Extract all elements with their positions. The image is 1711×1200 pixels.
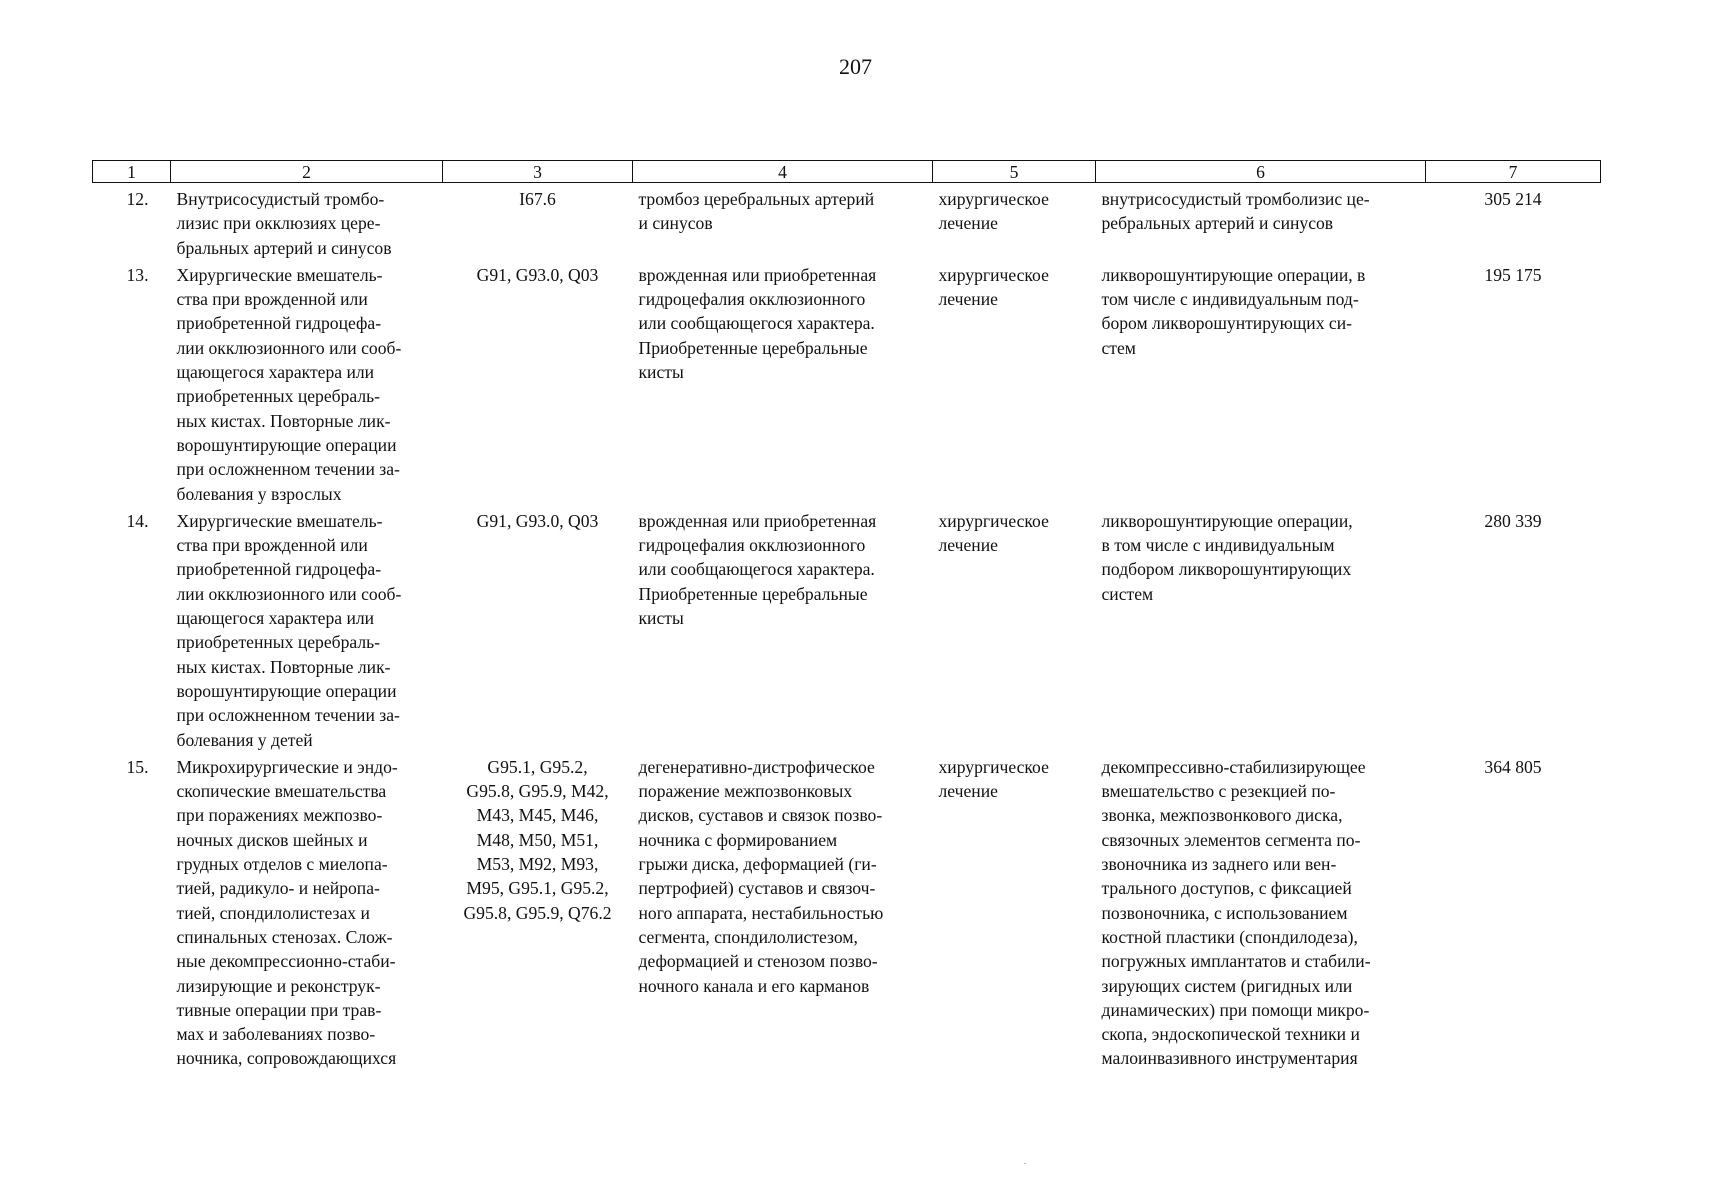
cell-text-line: M53, M92, M93, <box>476 854 599 875</box>
cell-text-line: тией, радикуло- и нейропа- <box>176 878 380 899</box>
cell-service-name <box>171 506 443 752</box>
table-row <box>93 752 1601 1071</box>
cell-text-line: лечение <box>938 535 998 556</box>
cell-text-line: деформацией и стенозом позво- <box>638 951 878 972</box>
cell-icd-codes <box>443 506 633 752</box>
cell-text-line: лечение <box>938 213 998 234</box>
cell-text-line: M95, G95.1, G95.2, <box>466 878 609 899</box>
cell-treatment-method <box>1096 506 1426 752</box>
cell-text-line: ных кистах. Повторные лик- <box>176 656 391 677</box>
table-row <box>93 260 1601 506</box>
cell-text-line: G91, G93.0, Q03 <box>476 510 599 531</box>
cell-text-line: G91, G93.0, Q03 <box>476 264 599 285</box>
table-row <box>93 506 1601 752</box>
cell-text-line: Приобретенные церебральные <box>638 337 868 358</box>
cell-cost: 280 339 <box>1484 510 1542 531</box>
cell-text-line: щающегося характера или <box>176 608 375 629</box>
cell-text-line: бором ликворошунтирующих си- <box>1101 313 1352 334</box>
cell-text-line: лизис при окклюзиях цере- <box>176 213 381 234</box>
cell-text-line: грудных отделов с миелопа- <box>176 854 388 875</box>
cell-text-line: Хирургические вмешатель- <box>176 510 383 531</box>
cell-text-line: приобретенных церебраль- <box>176 386 381 407</box>
scan-speck <box>1024 1163 1026 1164</box>
header-col-5: 5 <box>933 161 1096 183</box>
header-col-2: 2 <box>171 161 443 183</box>
page-number: 207 <box>839 54 872 79</box>
cell-service-name <box>171 260 443 506</box>
cell-text-line: звонка, межпозвонкового диска, <box>1101 805 1343 826</box>
cell-cost: 195 175 <box>1484 264 1542 285</box>
cell-text-line: трального доступов, с фиксацией <box>1101 878 1352 899</box>
cell-text-line: M48, M50, M51, <box>476 829 599 850</box>
cell-text-line: щающегося характера или <box>176 362 375 383</box>
cell-text-line: ликворошунтирующие операции, <box>1101 510 1353 531</box>
cell-text-line: грыжи диска, деформацией (ги- <box>638 854 877 875</box>
cell-number: 14. <box>126 510 149 531</box>
cell-cost: 364 805 <box>1484 756 1542 777</box>
cell-text-line: лии окклюзионного или сооб- <box>176 583 402 604</box>
cell-text-line: бральных артерий и синусов <box>176 237 392 258</box>
cell-text-line: декомпрессивно-стабилизирующее <box>1101 756 1366 777</box>
cell-text-line: при поражениях межпозво- <box>176 805 383 826</box>
cell-text-line: хирургическое <box>938 756 1049 777</box>
services-table <box>92 160 1601 1071</box>
cell-text-line: гидроцефалия окклюзионного <box>638 289 866 310</box>
cell-text-line: тивные операции при трав- <box>176 999 382 1020</box>
cell-text-line: или сообщающегося характера. <box>638 313 875 334</box>
cell-text-line: хирургическое <box>938 264 1049 285</box>
cell-text-line: ства при врожденной или <box>176 535 368 556</box>
cell-text-line: болевания у взрослых <box>176 483 342 504</box>
cell-text-line: мах и заболеваниях позво- <box>176 1024 376 1045</box>
cell-text-line: вмешательство с резекцией по- <box>1101 781 1336 802</box>
cell-text-line: систем <box>1101 583 1154 604</box>
cell-text-line: врожденная или приобретенная <box>638 264 877 285</box>
cell-text-line: гидроцефалия окклюзионного <box>638 535 866 556</box>
cell-text-line: ночника, сопровождающихся <box>176 1048 397 1069</box>
cell-text-line: стем <box>1101 337 1136 358</box>
cell-text-line: динамических) при помощи микро- <box>1101 999 1370 1020</box>
cell-text-line: приобретенных церебраль- <box>176 632 381 653</box>
cell-text-line: лечение <box>938 781 998 802</box>
cell-text-line: и синусов <box>638 213 713 234</box>
cell-text-line: скопические вмешательства <box>176 781 387 802</box>
cell-text-line: лечение <box>938 289 998 310</box>
cell-text-line: тией, спондилолистезах и <box>176 902 370 923</box>
cell-text-line: ного аппарата, нестабильностью <box>638 902 884 923</box>
cell-text-line: зирующих систем (ригидных или <box>1101 975 1353 996</box>
cell-text-line: звоночника из заднего или вен- <box>1101 854 1337 875</box>
header-col-3: 3 <box>443 161 633 183</box>
cell-treatment-type <box>933 752 1096 1071</box>
cell-text-line: ночника с формированием <box>638 829 838 850</box>
cell-text-line: болевания у детей <box>176 729 313 750</box>
cell-treatment-method <box>1096 752 1426 1071</box>
cell-number: 13. <box>126 264 149 285</box>
cell-text-line: G95.1, G95.2, <box>487 756 588 777</box>
cell-text-line: ворошунтирующие операции <box>176 680 397 701</box>
header-col-1: 1 <box>93 161 171 183</box>
cell-text-line: подбором ликворошунтирующих <box>1101 559 1352 580</box>
header-col-6: 6 <box>1096 161 1426 183</box>
cell-icd-codes <box>443 183 633 260</box>
cell-text-line: костной пластики (спондилодеза), <box>1101 926 1358 947</box>
cell-text-line: лизирующие и реконструк- <box>176 975 381 996</box>
cell-treatment-method <box>1096 183 1426 260</box>
cell-text-line: спинальных стенозах. Слож- <box>176 926 393 947</box>
cell-text-line: погружных имплантатов и стабили- <box>1101 951 1371 972</box>
cell-text-line: внутрисосудистый тромболизис це- <box>1101 189 1370 209</box>
cell-text-line: ликворошунтирующие операции, в <box>1101 264 1366 285</box>
cell-text-line: скопа, эндоскопической техники и <box>1101 1024 1360 1045</box>
cell-treatment-method <box>1096 260 1426 506</box>
header-col-4: 4 <box>633 161 933 183</box>
cell-text-line: Приобретенные церебральные <box>638 583 868 604</box>
cell-text-line: ных кистах. Повторные лик- <box>176 410 391 431</box>
cell-text-line: тромбоз церебральных артерий <box>638 189 875 209</box>
cell-text-line: или сообщающегося характера. <box>638 559 875 580</box>
cell-text-line: том числе с индивидуальным под- <box>1101 289 1359 310</box>
cell-text-line: при осложненном течении за- <box>176 459 400 480</box>
cell-text-line: кисты <box>638 362 684 383</box>
cell-patient-model <box>633 752 933 1071</box>
cell-text-line: I67.6 <box>519 189 556 209</box>
cell-number: 15. <box>126 756 149 777</box>
cell-text-line: G95.8, G95.9, M42, <box>466 781 609 802</box>
cell-text-line: в том числе с индивидуальным <box>1101 535 1335 556</box>
table-row <box>93 183 1601 260</box>
header-col-7: 7 <box>1426 161 1601 183</box>
cell-text-line: хирургическое <box>938 510 1049 531</box>
cell-patient-model <box>633 506 933 752</box>
cell-text-line: поражение межпозвонковых <box>638 781 853 802</box>
cell-icd-codes <box>443 752 633 1071</box>
cell-text-line: Микрохирургические и эндо- <box>176 756 398 777</box>
cell-text-line: связочных элементов сегмента по- <box>1101 829 1361 850</box>
cell-text-line: дегенеративно-дистрофическое <box>638 756 875 777</box>
cell-text-line: приобретенной гидроцефа- <box>176 559 382 580</box>
cell-text-line: при осложненном течении за- <box>176 705 400 726</box>
cell-cost: 305 214 <box>1484 189 1542 209</box>
cell-patient-model <box>633 183 933 260</box>
cell-patient-model <box>633 260 933 506</box>
cell-treatment-type <box>933 506 1096 752</box>
cell-text-line: врожденная или приобретенная <box>638 510 877 531</box>
cell-text-line: кисты <box>638 608 684 629</box>
cell-text-line: G95.8, G95.9, Q76.2 <box>463 902 612 923</box>
cell-text-line: позвоночника, с использованием <box>1101 902 1348 923</box>
cell-number: 12. <box>126 189 149 209</box>
cell-text-line: малоинвазивного инструментария <box>1101 1048 1358 1069</box>
cell-text-line: M43, M45, M46, <box>476 805 599 826</box>
cell-treatment-type <box>933 183 1096 260</box>
cell-treatment-type <box>933 260 1096 506</box>
cell-text-line: сегмента, спондилолистезом, <box>638 926 858 947</box>
cell-text-line: ные декомпрессионно-стаби- <box>176 951 396 972</box>
cell-text-line: пертрофией) суставов и связоч- <box>638 878 876 899</box>
cell-text-line: ства при врожденной или <box>176 289 368 310</box>
cell-text-line: приобретенной гидроцефа- <box>176 313 382 334</box>
cell-text-line: Хирургические вмешатель- <box>176 264 383 285</box>
cell-text-line: ночного канала и его карманов <box>638 975 870 996</box>
cell-text-line: хирургическое <box>938 189 1049 209</box>
cell-service-name <box>171 752 443 1071</box>
cell-text-line: лии окклюзионного или сооб- <box>176 337 402 358</box>
cell-text-line: дисков, суставов и связок позво- <box>638 805 883 826</box>
cell-icd-codes <box>443 260 633 506</box>
cell-service-name <box>171 183 443 260</box>
cell-text-line: ребральных артерий и синусов <box>1101 213 1334 234</box>
cell-text-line: ворошунтирующие операции <box>176 434 397 455</box>
cell-text-line: ночных дисков шейных и <box>176 829 368 850</box>
header-row <box>93 161 1601 183</box>
cell-text-line: Внутрисосудистый тромбо- <box>176 189 385 209</box>
